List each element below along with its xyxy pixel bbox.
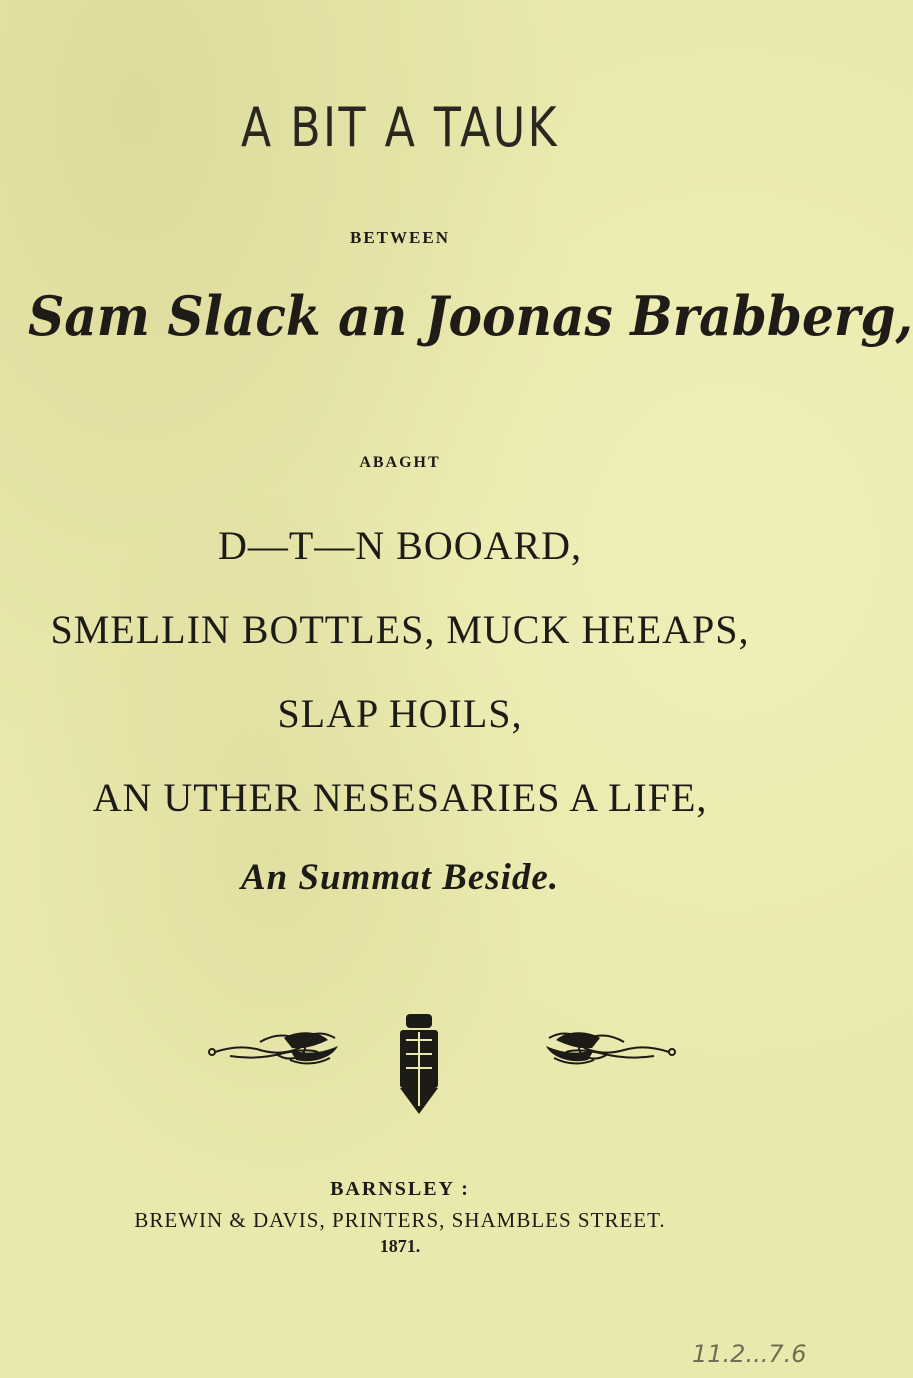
between-label: BETWEEN	[350, 228, 450, 247]
topic-line-1: D—T—N BOOARD,	[217, 523, 583, 568]
printers-ornament-icon	[200, 1010, 680, 1120]
document-title: A BIT A TAUK	[240, 96, 560, 159]
handwritten-shelfmark: 11.2...7.6	[692, 1340, 807, 1368]
participants-blackletter: Sam Slack an Joonas Brabberg,	[28, 284, 913, 348]
topic-line-2: SMELLIN BOTTLES, MUCK HEEAPS,	[50, 607, 750, 652]
abaght-label: ABAGHT	[359, 454, 441, 471]
imprint-printers: BREWIN & DAVIS, PRINTERS, SHAMBLES STREET.	[134, 1208, 666, 1232]
imprint-place: BARNSLEY :	[330, 1178, 470, 1200]
topic-line-3: SLAP HOILS,	[277, 691, 523, 736]
topic-line-4: AN UTHER NESESARIES A LIFE,	[92, 775, 708, 820]
subtitle: An Summat Beside.	[240, 857, 560, 898]
imprint-year: 1871.	[379, 1236, 421, 1256]
